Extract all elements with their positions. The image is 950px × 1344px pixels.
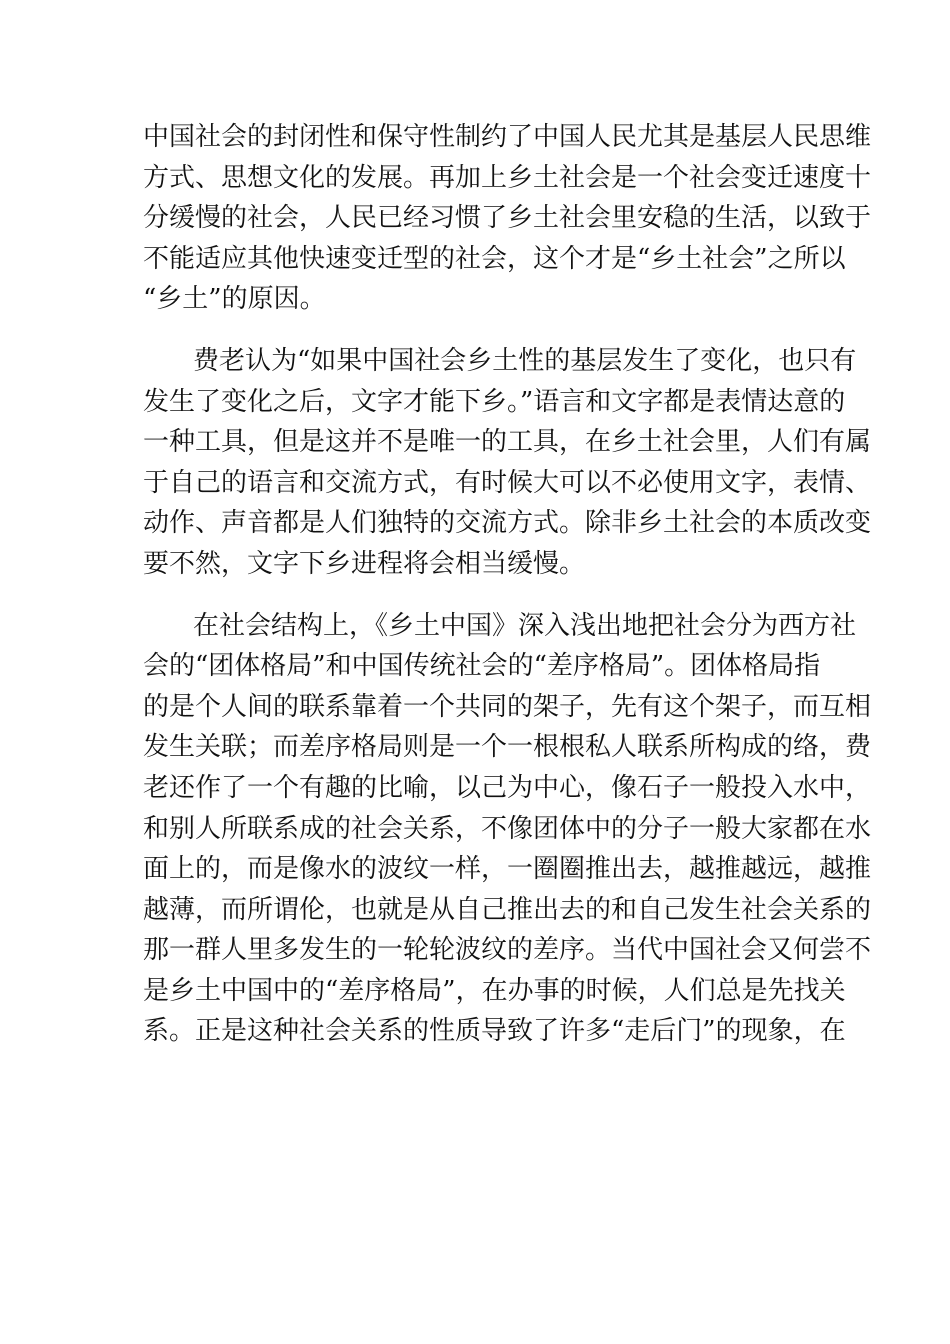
body-text bbox=[143, 117, 872, 1052]
paragraph-gap bbox=[143, 585, 811, 606]
text-line: 发生关联；而差序格局则是一个一根根私人联系所构成的络，费 bbox=[143, 732, 872, 763]
text-line: 一种工具，但是这并不是唯一的工具，在乡土社会里，人们有属 bbox=[143, 427, 872, 458]
text-line: 中国社会的封闭性和保守性制约了中国人民尤其是基层人民思维 bbox=[143, 122, 872, 152]
text-line: 越薄，而所谓伦，也就是从自己推出去的和自己发生社会关系的 bbox=[143, 894, 872, 925]
text-line: 方式、思想文化的发展。再加上乡土社会是一个社会变迁速度十 bbox=[143, 162, 872, 193]
text-line: 要不然，文字下乡进程将会相当缓慢。 bbox=[143, 548, 586, 579]
paragraph-gap bbox=[143, 320, 811, 341]
text-line: 发生了变化之后，文字才能下乡。”语言和文字都是表情达意的 bbox=[143, 386, 846, 417]
text-line: 于自己的语言和交流方式，有时候大可以不必使用文字，表情、 bbox=[143, 467, 872, 498]
text-line: 的是个人间的联系靠着一个共同的架子，先有这个架子，而互相 bbox=[143, 691, 872, 722]
text-line: 是乡土中国中的“差序格局”，在办事的时候，人们总是先找关 bbox=[143, 975, 846, 1006]
text-line: 在社会结构上，《乡土中国》深入浅出地把社会分为西方社 bbox=[193, 610, 857, 641]
text-line: 不能适应其他快速变迁型的社会，这个才是“乡土社会”之所以 bbox=[143, 243, 846, 274]
text-line: 和别人所联系成的社会关系，不像团体中的分子一般大家都在水 bbox=[143, 813, 872, 844]
text-line: 那一群人里多发生的一轮轮波纹的差序。当代中国社会又何尝不 bbox=[143, 935, 872, 966]
text-line: 老还作了一个有趣的比喻，以己为中心，像石子一般投入水中， bbox=[143, 772, 872, 803]
text-line: “乡土”的原因。 bbox=[143, 284, 326, 315]
text-line: 分缓慢的社会，人民已经习惯了乡土社会里安稳的生活，以致于 bbox=[143, 203, 872, 234]
text-line: 系。正是这种社会关系的性质导致了许多“走后门”的现象，在 bbox=[143, 1016, 846, 1047]
paragraph bbox=[143, 341, 872, 585]
text-line: 面上的，而是像水的波纹一样，一圈圈推出去，越推越远，越推 bbox=[143, 854, 872, 885]
paragraph bbox=[143, 117, 872, 320]
paragraph bbox=[143, 606, 872, 1053]
text-line: 动作、声音都是人们独特的交流方式。除非乡土社会的本质改变 bbox=[143, 508, 872, 539]
text-line: 费老认为“如果中国社会乡土性的基层发生了变化，也只有 bbox=[193, 345, 857, 376]
text-line: 会的“团体格局”和中国传统社会的“差序格局”。团体格局指 bbox=[143, 651, 821, 682]
